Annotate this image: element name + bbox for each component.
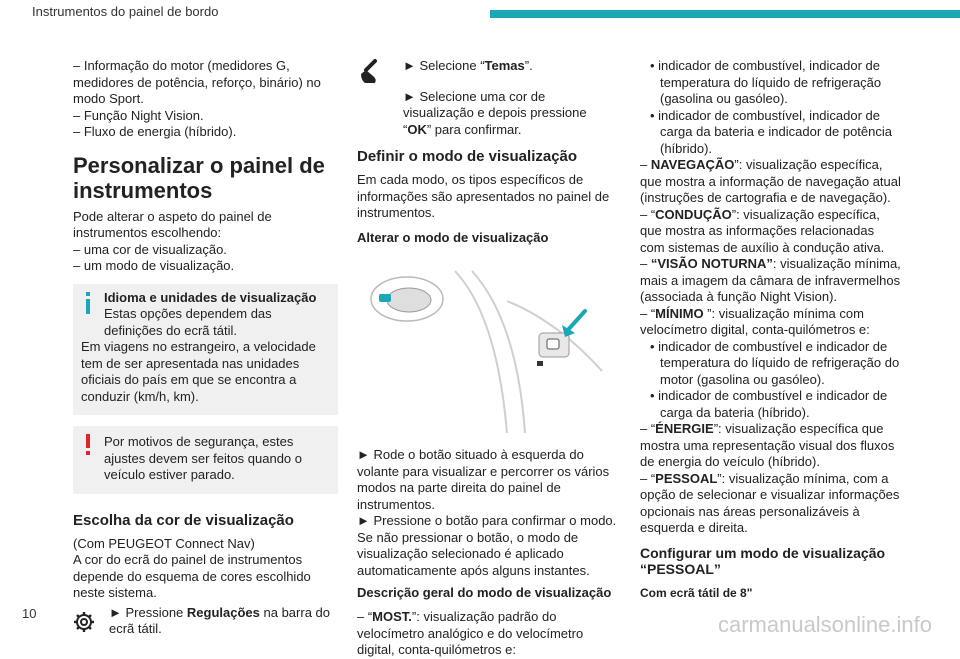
define-title: Definir o modo de visualização (357, 148, 578, 165)
header-accent-bar (490, 10, 960, 18)
step-text: ” para confirmar. (426, 121, 522, 137)
alter-title: Alterar o modo de visualização (357, 229, 549, 245)
mode-text: – “ (640, 421, 656, 436)
step-text: ► Pressione (109, 604, 187, 620)
step-bold: OK (407, 121, 427, 137)
mode-bold: “VISÃO NOTURNA” (650, 256, 773, 271)
mode-bold: MÍNIMO (655, 305, 704, 321)
column-3 (640, 58, 902, 606)
mode-bold: MOST. (372, 609, 412, 624)
page-number: 10 (22, 606, 37, 621)
step-text: na barra do ecrã tátil. (109, 604, 330, 636)
info-box-text: Em viagens no estrangeiro, a velocidade tem de ser apresentada nas unidades oficiais do país em que se encontra a conduzir (km/h, km). (81, 339, 316, 404)
bullet-item: • indicador de combustível e indicador de carga da bateria (híbrido). (650, 388, 888, 420)
watermark: carmanualsonline.info (717, 612, 932, 637)
color-para: A cor do ecrã do painel de instrumentos depende do esquema de cores escolhido neste sistema. (73, 552, 311, 600)
step-text: ► Selecione “ (403, 58, 485, 73)
color-para: (Com PEUGEOT Connect Nav) (73, 535, 255, 551)
section-item: – uma cor de visualização. (73, 241, 227, 257)
info-box-title: Idioma e unidades de visualização (104, 289, 317, 305)
bullet-item: • indicador de combustível e indicador de temperatura do líquido de refrigeração do motor (gasolina ou gasóleo). (650, 338, 900, 387)
overview-title: Descrição geral do modo de visualização (357, 585, 612, 600)
mode-text: ”: visualização específica que mostra uma representação visual dos fluxos de energia do veículo (híbrido). (640, 421, 895, 469)
mode-text: ”: visualização mínima com velocímetro digital, conta-quilómetros e: (640, 305, 870, 337)
section-title: Personalizar o painel de instrumentos (73, 152, 325, 203)
mode-text: – “ (640, 470, 656, 486)
intro-line: – Informação do motor (medidores G, medidores de potência, reforço, binário) no modo Sport. (73, 58, 321, 106)
rotate-para: ► Rode o botão situado à esquerda do volante para visualizar e percorrer os vários modos na parte direita do painel de instrumentos. (357, 447, 610, 512)
config-title: Configurar um modo de visualização “PESSOAL” (640, 544, 886, 577)
section-intro: Pode alterar o aspeto do painel de instrumentos escolhendo: (73, 208, 272, 240)
bullet-item: • indicador de combustível, indicador de temperatura do líquido de refrigeração (gasolina ou gasóleo). (650, 58, 882, 106)
press-para: ► Pressione o botão para confirmar o modo. (357, 513, 617, 528)
screen-subtitle: Com ecrã tátil de 8" (640, 585, 753, 600)
step-bold: Temas (484, 58, 525, 73)
step-text: ► Selecione uma cor de visualização e depois pressione “ (403, 88, 587, 137)
info-box (73, 284, 338, 416)
running-header: Instrumentos do painel de bordo (32, 4, 219, 19)
step-bold: Regulações (186, 604, 260, 620)
touch-steps (357, 58, 617, 89)
info-icon (81, 292, 95, 314)
mode-text: ”: visualização padrão do velocímetro analógico e do velocímetro digital, conta-quilómetros e: (357, 609, 584, 657)
mode-bold: NAVEGAÇÃO (650, 157, 735, 172)
column-2 (357, 58, 617, 659)
info-box-text: Estas opções dependem das definições do ecrã tátil. (104, 306, 272, 338)
mode-text: – (640, 256, 651, 271)
finger-touch-icon (357, 58, 383, 84)
intro-line: – Fluxo de energia (híbrido). (73, 124, 237, 139)
mode-bold: PESSOAL (655, 470, 718, 486)
mode-text: – “ (357, 609, 373, 624)
intro-line: – Função Night Vision. (73, 107, 204, 123)
define-para: Em cada modo, os tipos específicos de informações são apresentados no painel de instrumentos. (357, 172, 610, 220)
mode-bold: ÉNERGIE (655, 421, 714, 436)
section-item: – um modo de visualização. (73, 258, 235, 273)
color-section-title: Escolha da cor de visualização (73, 511, 294, 529)
mode-text: – “ (640, 206, 656, 222)
settings-step (73, 605, 338, 638)
step-text: ”. (524, 58, 533, 73)
column-1 (73, 58, 338, 638)
mode-text: ”: visualização mínima, com a opção de selecionar e visualizar informações opcionais nas áreas personalizáveis à esquerda e direita. (640, 470, 900, 535)
auto-para: Se não pressionar o botão, o modo de visualização selecionado é aplicado automaticamente após alguns instantes. (357, 529, 590, 578)
mode-bold: CONDUÇÃO (655, 206, 732, 222)
warning-box (73, 426, 338, 494)
mode-text: ”: visualização específica, que mostra a informação de navegação atual (instruções de cartografia e de navegação). (640, 157, 901, 205)
mode-text: – (640, 157, 651, 172)
mode-text: ”: visualização específica, que mostra as informações relacionadas com sistemas de auxílio à condução ativa. (640, 206, 885, 255)
gear-icon (73, 611, 95, 633)
warning-box-text: Por motivos de segurança, estes ajustes devem ser feitos quando o veículo estiver parado. (104, 434, 303, 482)
mode-text: – “ (640, 305, 656, 321)
warning-icon (81, 434, 95, 456)
mode-text: : visualização mínima, mais a imagem da câmara de infravermelhos (associada à função Night Vision). (640, 256, 901, 304)
steering-wheel-illustration (357, 261, 607, 433)
bullet-item: • indicador de combustível, indicador de carga da bateria e indicador de potência (híbrido). (650, 107, 892, 156)
